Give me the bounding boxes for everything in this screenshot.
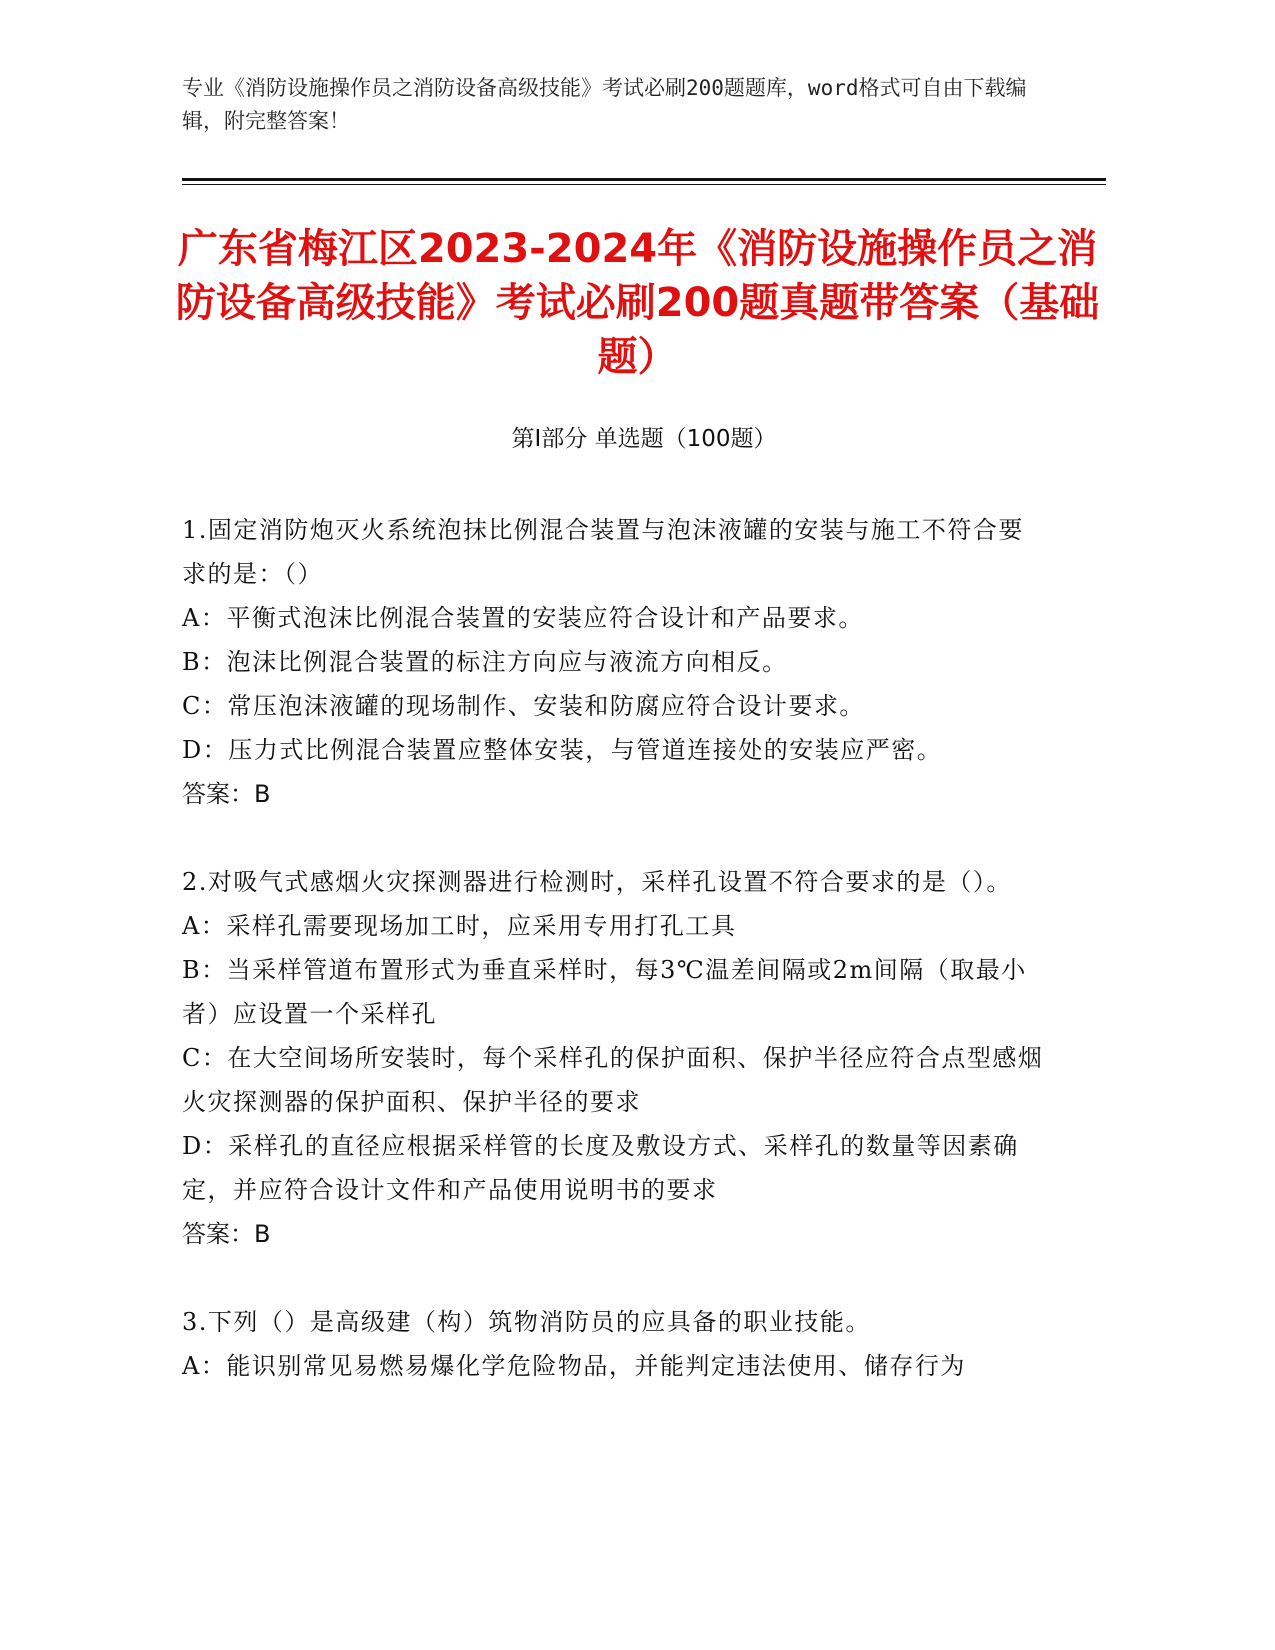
- question-list: [182, 508, 1044, 1432]
- section-title: 第Ⅰ部分 单选题（100题）: [511, 426, 777, 452]
- option-d: D：采样孔的直径应根据采样管的长度及敷设方式、采样孔的数量等因素确定，并应符合设计文件和产品使用说明书的要求: [182, 1132, 1019, 1204]
- option-a: A：采样孔需要现场加工时，应采用专用打孔工具: [182, 912, 737, 940]
- question-stem: 2.对吸气式感烟火灾探测器进行检测时，采样孔设置不符合要求的是（）。: [182, 868, 1012, 896]
- option-c: C：常压泡沫液罐的现场制作、安装和防腐应符合设计要求。: [182, 692, 865, 720]
- question-stem: 3.下列（）是高级建（构）筑物消防员的应具备的职业技能。: [182, 1308, 871, 1336]
- option-a: A：平衡式泡沫比例混合装置的安装应符合设计和产品要求。: [182, 604, 864, 632]
- option-d: D：压力式比例混合装置应整体安装，与管道连接处的安装应严密。: [182, 736, 943, 764]
- question-stem: 1.固定消防炮灭火系统泡抹比例混合装置与泡沫液罐的安装与施工不符合要求的是：（）: [182, 516, 1024, 588]
- question-3: [182, 1300, 1044, 1388]
- option-b: B：泡沫比例混合装置的标注方向应与液流方向相反。: [182, 648, 788, 676]
- header-rule-thick: [182, 178, 1106, 181]
- document-title: 广东省梅江区2023-2024年《消防设施操作员之消防设备高级技能》考试必刷200题真题带答案（基础题）: [175, 226, 1100, 380]
- header-rule-thin: [182, 184, 1106, 185]
- question-2: [182, 860, 1044, 1256]
- answer: 答案：B: [182, 780, 271, 808]
- answer: 答案：B: [182, 1220, 271, 1248]
- option-b: B：当采样管道布置形式为垂直采样时，每3℃温差间隔或2m间隔（取最小者）应设置一个采样孔: [182, 956, 1027, 1028]
- option-c: C：在大空间场所安装时，每个采样孔的保护面积、保护半径应符合点型感烟火灾探测器的保护面积、保护半径的要求: [182, 1044, 1044, 1116]
- header-note: 专业《消防设施操作员之消防设备高级技能》考试必刷200题题库，word格式可自由下载编辑，附完整答案！: [182, 76, 1027, 133]
- question-1: [182, 508, 1044, 816]
- option-a: A：能识别常见易燃易爆化学危险物品，并能判定违法使用、储存行为: [182, 1352, 966, 1380]
